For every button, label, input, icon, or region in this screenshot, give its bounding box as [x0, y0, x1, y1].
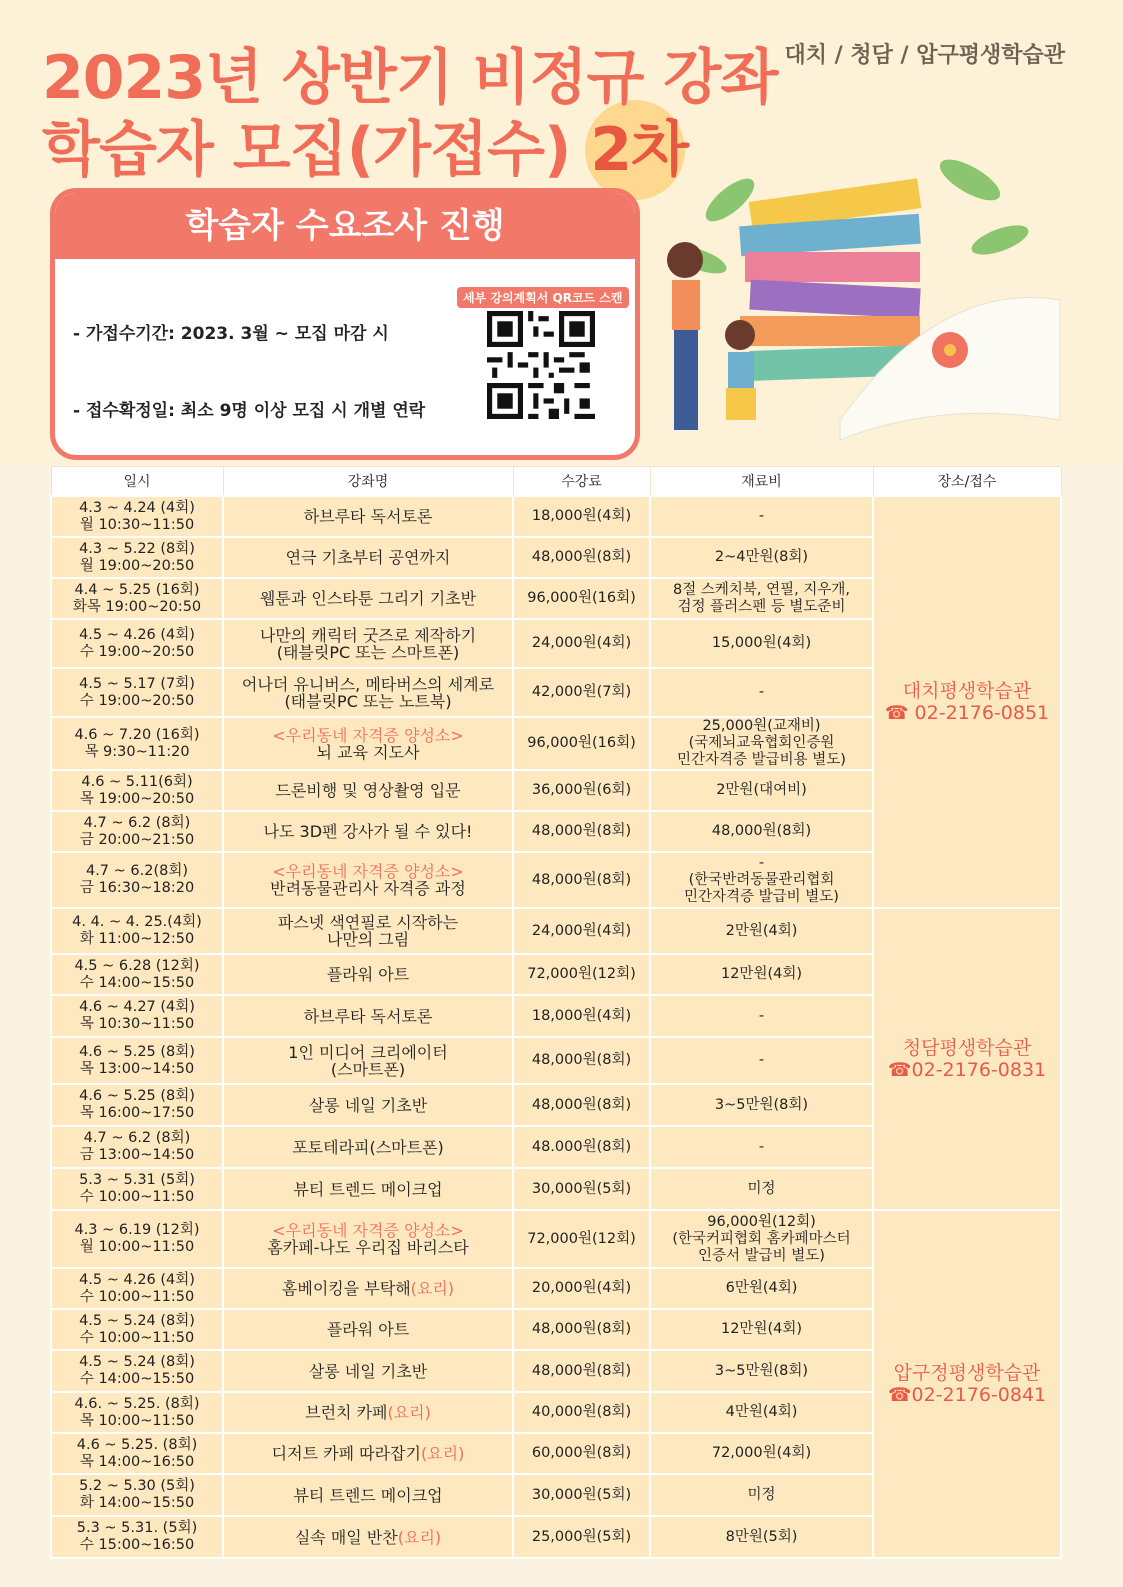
- cell-date: [51, 1516, 223, 1558]
- cell-material: [650, 668, 873, 717]
- cell-course: [223, 578, 513, 619]
- cell-course: [223, 1516, 513, 1558]
- date-range: 5.3 ~ 5.31 (5회): [79, 1172, 195, 1188]
- material-value: 72,000원(4회): [711, 1445, 812, 1461]
- cell-course: [223, 1268, 513, 1309]
- table-header-row: [51, 467, 1061, 497]
- date-time: 목 14:00~16:50: [79, 1453, 195, 1470]
- cell-fee: [513, 578, 650, 619]
- course-category-tag: (요리): [397, 1527, 442, 1547]
- date-time: 화 11:00~12:50: [79, 931, 195, 947]
- material-note: 검정 플러스펜 등 별도준비: [677, 598, 846, 615]
- cell-course: [223, 1084, 513, 1126]
- cell-fee: [513, 1084, 650, 1126]
- course-title-line: [227, 823, 509, 840]
- course-title-line: [227, 1487, 509, 1504]
- date-time: 화 14:00~15:50: [79, 1495, 195, 1511]
- date-range: 4.5 ~ 4.26 (4회): [79, 626, 195, 643]
- material-value: 12만원(4회): [720, 1321, 802, 1337]
- date-range: 4.6 ~ 5.25 (8회): [79, 1043, 195, 1060]
- cell-fee: [513, 908, 650, 954]
- cell-course: [223, 908, 513, 954]
- cell-date: [51, 537, 223, 578]
- material-value: -: [758, 854, 765, 871]
- course-title: 실속 매일 반찬: [294, 1527, 398, 1547]
- cell-material: [650, 537, 873, 578]
- course-title: 포토테라피(스마트폰): [292, 1137, 444, 1157]
- course-title: 파스넷 색연필로 시작하는: [277, 913, 459, 932]
- course-title-line: [227, 966, 509, 983]
- material-value: 8만원(5회): [725, 1528, 798, 1545]
- date-time: 목 10:30~11:50: [79, 1016, 195, 1032]
- qr-label: 세부 강의계획서 QR코드 스캔: [457, 287, 629, 308]
- cell-course: [223, 537, 513, 578]
- cell-material: [650, 1516, 873, 1558]
- material-value: 25,000원(교재비): [702, 718, 821, 734]
- cell-material: [650, 1392, 873, 1433]
- cell-fee: [513, 1392, 650, 1433]
- date-range: 4.7 ~ 6.2 (8회): [83, 1130, 191, 1146]
- fee-value: 72,000원(12회): [527, 1230, 636, 1247]
- course-title-line: [227, 1044, 509, 1061]
- cell-material: [650, 1309, 873, 1350]
- cell-date: [51, 578, 223, 619]
- material-value: 48,000원(8회): [711, 823, 812, 839]
- course-title-line: [227, 914, 509, 931]
- course-title: 하브루타 독서토론: [303, 507, 433, 526]
- course-title-line: [227, 782, 509, 799]
- date-range: 4. 4. ~ 4. 25.(4회): [72, 914, 202, 930]
- cell-fee: [513, 1350, 650, 1392]
- cell-fee: [513, 770, 650, 811]
- cell-date: [51, 1210, 223, 1268]
- course-title-line: [227, 1239, 509, 1256]
- course-title: 플라워 아트: [326, 965, 410, 984]
- material-note: 인증서 발급비 별도): [698, 1247, 825, 1264]
- cell-course: [223, 852, 513, 908]
- cell-course: [223, 1309, 513, 1350]
- material-note: (한국반려동물관리협회: [688, 871, 835, 888]
- cell-fee: [513, 1516, 650, 1558]
- material-value: -: [758, 1007, 765, 1024]
- date-range: 4.5 ~ 4.26 (4회): [79, 1271, 195, 1288]
- material-value: -: [758, 1138, 765, 1155]
- date-time: 화목 19:00~20:50: [72, 598, 202, 615]
- notice-lines: [73, 271, 517, 460]
- material-note: (국제뇌교육협회인증원: [688, 735, 835, 751]
- material-value: 12만원(4회): [720, 966, 802, 982]
- date-range: 4.3 ~ 5.22 (8회): [79, 540, 195, 557]
- cell-date: [51, 852, 223, 908]
- date-range: 4.5 ~ 6.28 (12회): [74, 957, 200, 974]
- cell-fee: [513, 1210, 650, 1268]
- col-header-fee: 수강료: [513, 467, 650, 497]
- place-name: 대치평생학습관: [902, 680, 1032, 702]
- cell-fee: [513, 811, 650, 852]
- course-subtitle: 나만의 그림: [326, 930, 410, 949]
- cell-fee: [513, 496, 650, 537]
- date-range: 4.5 ~ 5.17 (7회): [79, 675, 195, 692]
- cell-date: [51, 770, 223, 811]
- course-title: 드론비행 및 영상촬영 입문: [275, 781, 461, 800]
- cell-course: [223, 619, 513, 668]
- fee-value: 24,000원(4회): [531, 635, 632, 651]
- cell-date: [51, 717, 223, 770]
- cell-fee: [513, 1474, 650, 1516]
- material-value: 8절 스케치북, 연필, 지우개,: [673, 581, 850, 598]
- cell-course: [223, 770, 513, 811]
- place-phone: ☎02-2176-0841: [887, 1384, 1047, 1406]
- cell-course: [223, 1433, 513, 1474]
- cell-fee: [513, 717, 650, 770]
- date-time: 목 19:00~20:50: [79, 790, 195, 807]
- cell-course: [223, 1392, 513, 1433]
- cell-material: [650, 1433, 873, 1474]
- course-title-line: [227, 1181, 509, 1198]
- cell-material: [650, 770, 873, 811]
- cell-fee: [513, 1433, 650, 1474]
- fee-value: 48.000원(8회): [531, 1138, 632, 1155]
- cell-date: [51, 1309, 223, 1350]
- date-time: 월 19:00~20:50: [79, 557, 195, 574]
- col-header-material: 재료비: [650, 467, 873, 497]
- course-category-tag: (요리): [387, 1403, 431, 1422]
- course-title-line: [227, 1363, 509, 1380]
- cell-fee: [513, 995, 650, 1037]
- course-title-line: [227, 744, 509, 761]
- date-time: 금 13:00~14:50: [79, 1147, 195, 1163]
- fee-value: 20,000원(4회): [531, 1280, 632, 1296]
- date-time: 수 19:00~20:50: [79, 692, 195, 709]
- course-title: 살롱 네일 기초반: [308, 1095, 428, 1115]
- date-time: 수 19:00~20:50: [79, 643, 195, 660]
- date-time: 목 10:00~11:50: [79, 1412, 195, 1429]
- course-title-line: [227, 1445, 509, 1462]
- date-time: 목 16:00~17:50: [79, 1105, 195, 1121]
- cell-material: [650, 1210, 873, 1268]
- date-time: 수 14:00~15:50: [79, 974, 195, 991]
- table-row: [51, 908, 1061, 954]
- notice-line: - 접수확정일: 최소 9명 이상 모집 시 개별 연락: [73, 400, 426, 421]
- material-note: 민간자격증 발급비 별도): [684, 888, 839, 905]
- table-row: [51, 1210, 1061, 1268]
- course-subtitle: (태블릿PC 또는 스마트폰): [276, 642, 460, 662]
- cell-course: [223, 1350, 513, 1392]
- course-title-line: [227, 1139, 509, 1156]
- date-range: 4.3 ~ 4.24 (4회): [79, 499, 195, 516]
- cell-material: [650, 578, 873, 619]
- cell-date: [51, 668, 223, 717]
- material-value: 15,000원(4회): [711, 635, 812, 651]
- date-range: 4.6 ~ 7.20 (16회): [74, 726, 200, 743]
- cell-material: [650, 1474, 873, 1516]
- fee-value: 42,000원(7회): [531, 684, 632, 700]
- qr-code-icon[interactable]: [487, 311, 595, 419]
- col-header-course: 강좌명: [223, 467, 513, 497]
- material-note: 민간자격증 발급비용 별도): [677, 752, 846, 768]
- cell-date: [51, 995, 223, 1037]
- cell-fee: [513, 668, 650, 717]
- cell-date: [51, 1037, 223, 1084]
- material-note: (한국커피협회 홈카페마스터: [672, 1230, 851, 1247]
- table-row: [51, 496, 1061, 537]
- course-title-line: [227, 1321, 509, 1338]
- notice-heading: 학습자 수요조사 진행: [55, 193, 635, 259]
- cell-fee: [513, 537, 650, 578]
- cell-fee: [513, 619, 650, 668]
- cell-date: [51, 1392, 223, 1433]
- fee-value: 48,000원(8회): [531, 1321, 632, 1337]
- date-time: 월 10:30~11:50: [79, 516, 195, 533]
- fee-value: 18,000원(4회): [531, 508, 632, 524]
- cell-course: [223, 1037, 513, 1084]
- fee-value: 48,000원(8회): [531, 1096, 632, 1113]
- material-value: -: [758, 684, 765, 700]
- course-title-line: [227, 880, 509, 897]
- course-title-line: [227, 1404, 509, 1421]
- cell-fee: [513, 1037, 650, 1084]
- fee-value: 72,000원(12회): [527, 966, 636, 982]
- date-range: 4.7 ~ 6.2(8회): [85, 863, 189, 879]
- cell-date: [51, 496, 223, 537]
- date-time: 금 16:30~18:20: [79, 880, 195, 896]
- cell-material: [650, 1168, 873, 1210]
- cell-fee: [513, 1168, 650, 1210]
- date-range: 4.6. ~ 5.25. (8회): [74, 1395, 200, 1412]
- fee-value: 48,000원(8회): [531, 1052, 632, 1068]
- title-line-1: 2023년 상반기 비정규 강좌: [42, 43, 778, 113]
- material-value: 6만원(4회): [725, 1280, 798, 1296]
- fee-value: 96,000원(16회): [527, 590, 636, 606]
- date-range: 4.6 ~ 5.25 (8회): [79, 1088, 195, 1104]
- cell-date: [51, 1084, 223, 1126]
- material-value: 미정: [747, 1486, 776, 1503]
- cell-fee: [513, 852, 650, 908]
- cell-material: [650, 1350, 873, 1392]
- course-program-tag: <우리동네 자격증 양성소>: [272, 1221, 464, 1240]
- cell-material: [650, 811, 873, 852]
- place-phone: ☎02-2176-0831: [887, 1059, 1047, 1081]
- cell-course: [223, 668, 513, 717]
- cell-material: [650, 619, 873, 668]
- place-name: 압구정평생학습관: [893, 1362, 1041, 1384]
- course-subtitle: (태블릿PC 또는 노트북): [284, 691, 452, 711]
- cell-course: [223, 995, 513, 1037]
- date-time: 수 14:00~15:50: [79, 1371, 195, 1387]
- material-value: 96,000원(12회): [707, 1213, 816, 1230]
- course-title-line: [227, 1529, 509, 1546]
- cell-material: [650, 954, 873, 995]
- venue-list: 대치 / 청담 / 압구평생학습관: [784, 43, 1065, 68]
- course-category-tag: (요리): [420, 1444, 465, 1463]
- date-time: 수 15:00~16:50: [79, 1537, 195, 1553]
- course-title-line: [227, 1097, 509, 1114]
- fee-value: 48,000원(8회): [531, 871, 632, 888]
- place-phone: ☎ 02-2176-0851: [884, 702, 1050, 724]
- fee-value: 96,000원(16회): [527, 735, 636, 751]
- date-range: 4.7 ~ 6.2 (8회): [83, 814, 191, 831]
- cell-course: [223, 1168, 513, 1210]
- date-time: 목 9:30~11:20: [84, 743, 190, 760]
- cell-course: [223, 1126, 513, 1168]
- course-title: 뇌 교육 지도사: [316, 742, 420, 762]
- cell-date: [51, 1350, 223, 1392]
- date-time: 수 10:00~11:50: [79, 1329, 195, 1346]
- course-title: 하브루타 독서토론: [303, 1006, 433, 1026]
- cell-material: [650, 995, 873, 1037]
- place-name: 청담평생학습관: [902, 1037, 1032, 1059]
- cell-date: [51, 1474, 223, 1516]
- material-value: 3~5만원(8회): [714, 1362, 809, 1379]
- date-time: 월 10:00~11:50: [79, 1239, 195, 1255]
- cell-course: [223, 811, 513, 852]
- notice-box: [50, 188, 640, 460]
- material-value: 2~4만원(8회): [714, 549, 809, 565]
- cell-course: [223, 1474, 513, 1516]
- fee-value: 30,000원(5회): [531, 1180, 632, 1197]
- date-range: 4.5 ~ 5.24 (8회): [79, 1312, 195, 1329]
- cell-place: [873, 496, 1061, 908]
- date-range: 4.5 ~ 5.24 (8회): [79, 1354, 195, 1370]
- cell-material: [650, 1037, 873, 1084]
- date-range: 4.6 ~ 5.25. (8회): [76, 1436, 198, 1453]
- fee-value: 60,000원(8회): [531, 1445, 632, 1461]
- course-title: 디저트 카페 따라잡기: [271, 1444, 421, 1463]
- fee-value: 36,000원(6회): [531, 782, 632, 798]
- date-range: 4.3 ~ 6.19 (12회): [74, 1222, 200, 1238]
- course-title: 연극 기초부터 공연까지: [285, 548, 451, 567]
- material-value: -: [758, 508, 765, 524]
- course-title: 살롱 네일 기초반: [308, 1361, 428, 1381]
- col-header-place: 장소/접수: [873, 467, 1061, 497]
- cell-course: [223, 717, 513, 770]
- course-title: 홈베이킹을 부탁해: [281, 1279, 411, 1298]
- fee-value: 48,000원(8회): [531, 823, 632, 839]
- date-time: 목 13:00~14:50: [79, 1060, 195, 1077]
- table-body: [51, 496, 1061, 1558]
- course-title-line: [227, 1008, 509, 1025]
- course-title: 나만의 캐릭터 굿즈로 제작하기: [259, 625, 477, 645]
- date-range: 5.2 ~ 5.30 (5회): [79, 1478, 195, 1494]
- title-round-badge: 2차: [590, 115, 689, 185]
- material-value: -: [758, 1052, 765, 1068]
- cell-course: [223, 1210, 513, 1268]
- cell-date: [51, 619, 223, 668]
- cell-material: [650, 908, 873, 954]
- date-time: 금 20:00~21:50: [79, 831, 195, 848]
- cell-date: [51, 954, 223, 995]
- cell-place: [873, 1210, 1061, 1558]
- course-title: 어나더 유니버스, 메타버스의 세계로: [241, 674, 495, 694]
- cell-fee: [513, 1309, 650, 1350]
- schedule-table: [50, 466, 1062, 1559]
- material-value: 3~5만원(8회): [714, 1096, 809, 1113]
- date-time: 수 10:00~11:50: [79, 1288, 195, 1305]
- cell-material: [650, 717, 873, 770]
- course-subtitle: (스마트폰): [330, 1059, 406, 1079]
- course-title-line: [227, 1280, 509, 1297]
- cell-date: [51, 1168, 223, 1210]
- cell-course: [223, 496, 513, 537]
- fee-value: 30,000원(5회): [531, 1486, 632, 1503]
- cell-material: [650, 496, 873, 537]
- course-title: 뷰티 트렌드 메이크업: [293, 1179, 443, 1199]
- cell-place: [873, 908, 1061, 1210]
- notice-line: - 가접수기간: 2023. 3월 ~ 모집 마감 시: [73, 324, 389, 344]
- title-line-2-text: 학습자 모집(가접수): [42, 115, 571, 185]
- cell-material: [650, 1268, 873, 1309]
- date-time: 수 10:00~11:50: [79, 1189, 195, 1205]
- date-range: 5.3 ~ 5.31. (5회): [76, 1520, 198, 1536]
- cell-date: [51, 1268, 223, 1309]
- course-title-line: [227, 590, 509, 607]
- cell-fee: [513, 1268, 650, 1309]
- course-title-line: [227, 508, 509, 525]
- books-and-readers-illustration: [640, 120, 1123, 465]
- fee-value: 18,000원(4회): [531, 1007, 632, 1024]
- material-value: 4만원(4회): [725, 1404, 798, 1420]
- cell-material: [650, 852, 873, 908]
- cell-fee: [513, 954, 650, 995]
- cell-material: [650, 1084, 873, 1126]
- course-title: 웹툰과 인스타툰 그리기 기초반: [259, 589, 477, 608]
- course-category-tag: (요리): [410, 1279, 455, 1298]
- date-range: 4.6 ~ 5.11(6회): [81, 773, 193, 790]
- cell-date: [51, 908, 223, 954]
- cell-fee: [513, 1126, 650, 1168]
- cell-date: [51, 1126, 223, 1168]
- material-value: 2만원(4회): [725, 922, 798, 939]
- date-range: 4.6 ~ 4.27 (4회): [79, 999, 195, 1015]
- cell-course: [223, 954, 513, 995]
- course-title-line: [227, 549, 509, 566]
- course-title-line: [227, 627, 509, 644]
- material-value: 2만원(대여비): [716, 782, 807, 798]
- cell-date: [51, 811, 223, 852]
- col-header-date: 일시: [51, 467, 223, 497]
- course-program-tag: <우리동네 자격증 양성소>: [272, 862, 464, 881]
- course-program-tag: <우리동네 자격증 양성소>: [272, 725, 464, 745]
- material-value: 미정: [747, 1180, 776, 1197]
- course-title-line: [227, 676, 509, 693]
- course-title: 나도 3D펜 강사가 될 수 있다!: [263, 822, 473, 841]
- course-title: 플라워 아트: [326, 1320, 410, 1339]
- fee-value: 24,000원(4회): [531, 922, 632, 939]
- course-title: 반려동물관리사 자격증 과정: [270, 879, 466, 898]
- cell-material: [650, 1126, 873, 1168]
- fee-value: 48,000원(8회): [531, 1362, 632, 1379]
- date-range: 4.4 ~ 5.25 (16회): [74, 581, 200, 598]
- course-title: 뷰티 트렌드 메이크업: [293, 1485, 443, 1505]
- course-title: 브런치 카페: [305, 1403, 388, 1422]
- fee-value: 48,000원(8회): [531, 549, 632, 565]
- cell-date: [51, 1433, 223, 1474]
- course-title: 홈카페-나도 우리집 바리스타: [267, 1238, 469, 1257]
- fee-value: 40,000원(8회): [531, 1404, 632, 1420]
- fee-value: 25,000원(5회): [531, 1528, 632, 1545]
- course-title: 1인 미디어 크리에이터: [288, 1042, 448, 1062]
